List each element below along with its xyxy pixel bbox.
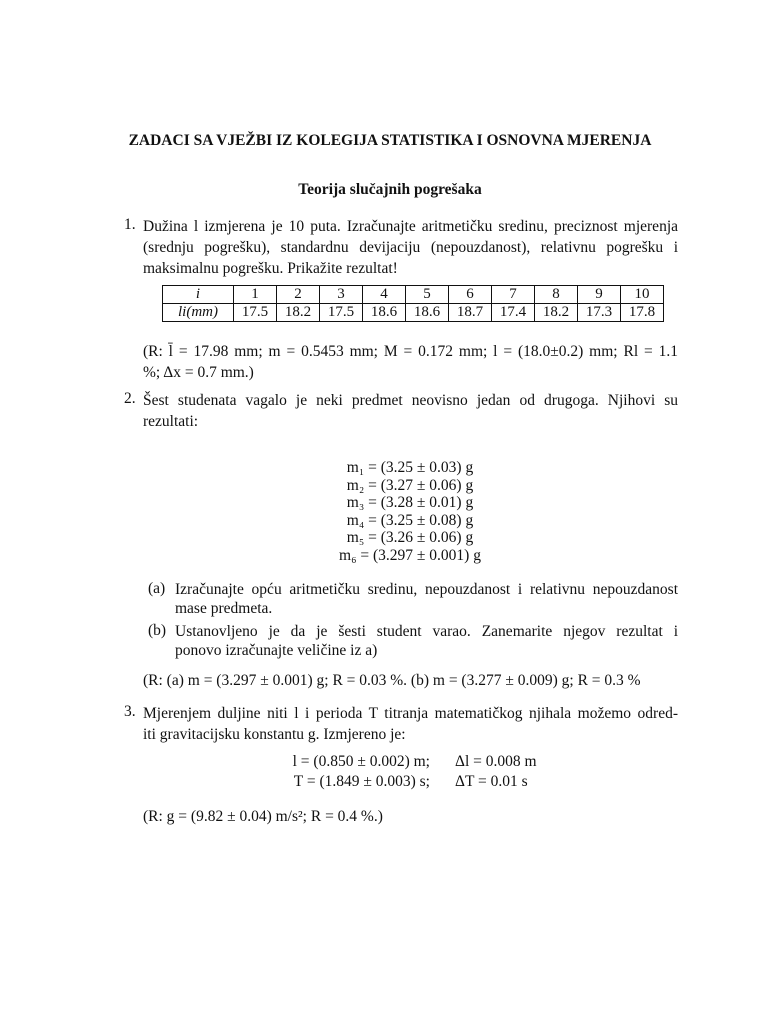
part-a-line-2: mase predmeta. <box>175 600 273 617</box>
answer-1-line-2: %; Δx = 0.7 mm.) <box>143 364 254 381</box>
measurement-table <box>162 285 664 322</box>
problem-1-number: 1. <box>124 216 136 233</box>
table-row-values <box>163 304 664 322</box>
part-a-text <box>175 580 678 618</box>
table-cell: 17.5 <box>234 304 277 322</box>
table-cell: 7 <box>492 286 535 304</box>
problem-3-answer <box>143 806 678 827</box>
problem-3-line-1: Mjerenjem duljine niti l i perioda T titranja matematičkog njihala možemo odred- <box>143 705 678 722</box>
answer-1-line-1: (R: l̄ = 17.98 mm; m = 0.5453 mm; M = 0.172 mm; l = (18.0±0.2) mm; Rl = 1.1 <box>143 343 678 360</box>
table-cell: 17.3 <box>578 304 621 322</box>
problem-3-line-2: iti gravitacijsku konstantu g. Izmjereno je: <box>143 726 406 743</box>
problem-1-line-3: maksimalnu pogrešku. Prikažite rezultat! <box>143 260 398 277</box>
table-cell: 18.6 <box>406 304 449 322</box>
table-cell: 18.2 <box>277 304 320 322</box>
problem-1-line-1: Dužina l izmjerena je 10 puta. Izračunajte aritmetičku sredinu, preciznost mjerenja <box>143 218 678 235</box>
equation-period: T = (1.849 ± 0.003) s; <box>293 773 430 790</box>
table-cell: 17.4 <box>492 304 535 322</box>
table-cell: 18.2 <box>535 304 578 322</box>
table-cell: 2 <box>277 286 320 304</box>
part-a-line-1: Izračunajte opću aritmetičku sredinu, nepouzdanost i relativnu nepouzdanost <box>175 581 678 598</box>
table-row-index <box>163 286 664 304</box>
problem-1-line-2: (srednju pogrešku), standardnu devijaciju (nepouzdanost), relativnu pogrešku i <box>143 239 678 256</box>
table-cell: 17.8 <box>621 304 664 322</box>
part-b-text <box>175 622 678 660</box>
problem-1-text <box>143 216 678 279</box>
part-b-line-2: ponovo izračunajte veličine iz a) <box>175 642 378 659</box>
answer-3-line: (R: g = (9.82 ± 0.04) m/s²; R = 0.4 %.) <box>143 808 383 825</box>
mass-eq: m₅ = (3.26 ± 0.06) g <box>346 529 474 547</box>
problem-2-text <box>143 390 678 432</box>
table-header-l: li(mm) <box>163 304 234 322</box>
equation-period-delta: ΔT = 0.01 s <box>455 773 528 790</box>
table-cell: 17.5 <box>320 304 363 322</box>
table-cell: 1 <box>234 286 277 304</box>
table-cell: 18.6 <box>363 304 406 322</box>
section-subtitle: Teorija slučajnih pogrešaka <box>298 181 482 198</box>
answer-2-line: (R: (a) m = (3.297 ± 0.001) g; R = 0.03 %. (b) m = (3.277 ± 0.009) g; R = 0.3 % <box>143 672 641 689</box>
part-b-line-1: Ustanovljeno je da je šesti student varao. Zanemarite njegov rezultat i <box>175 623 678 640</box>
problem-1-answer <box>143 341 678 383</box>
mass-eq: m₆ = (3.297 ± 0.001) g <box>339 546 481 564</box>
table-cell: 18.7 <box>449 304 492 322</box>
equation-length: l = (0.850 ± 0.002) m; <box>292 753 430 770</box>
table-header-i: i <box>163 286 234 304</box>
table-cell: 9 <box>578 286 621 304</box>
table-cell: 4 <box>363 286 406 304</box>
table-cell: 3 <box>320 286 363 304</box>
mass-equations <box>140 459 680 565</box>
table-cell: 10 <box>621 286 664 304</box>
table-cell: 8 <box>535 286 578 304</box>
part-a-label: (a) <box>148 580 166 597</box>
mass-eq: m₁ = (3.25 ± 0.03) g <box>346 459 474 476</box>
problem-2-number: 2. <box>124 390 136 407</box>
problem-2-line-1: Šest studenata vagalo je neki predmet neovisno jedan od drugoga. Njihovi su <box>143 392 678 409</box>
problem-2-answer <box>143 670 678 691</box>
equation-length-delta: Δl = 0.008 m <box>455 753 537 770</box>
page-title: ZADACI SA VJEŽBI IZ KOLEGIJA STATISTIKA I OSNOVNA MJERENJA <box>128 132 652 149</box>
mass-eq: m₃ = (3.28 ± 0.01) g <box>346 494 474 512</box>
problem-2-line-2: rezultati: <box>143 413 199 430</box>
problem-3-text <box>143 703 678 745</box>
mass-eq: m₂ = (3.27 ± 0.06) g <box>346 476 474 494</box>
table-cell: 6 <box>449 286 492 304</box>
problem-3-number: 3. <box>124 703 136 720</box>
part-b-label: (b) <box>148 622 167 639</box>
mass-eq: m₄ = (3.25 ± 0.08) g <box>346 511 474 529</box>
table-cell: 5 <box>406 286 449 304</box>
